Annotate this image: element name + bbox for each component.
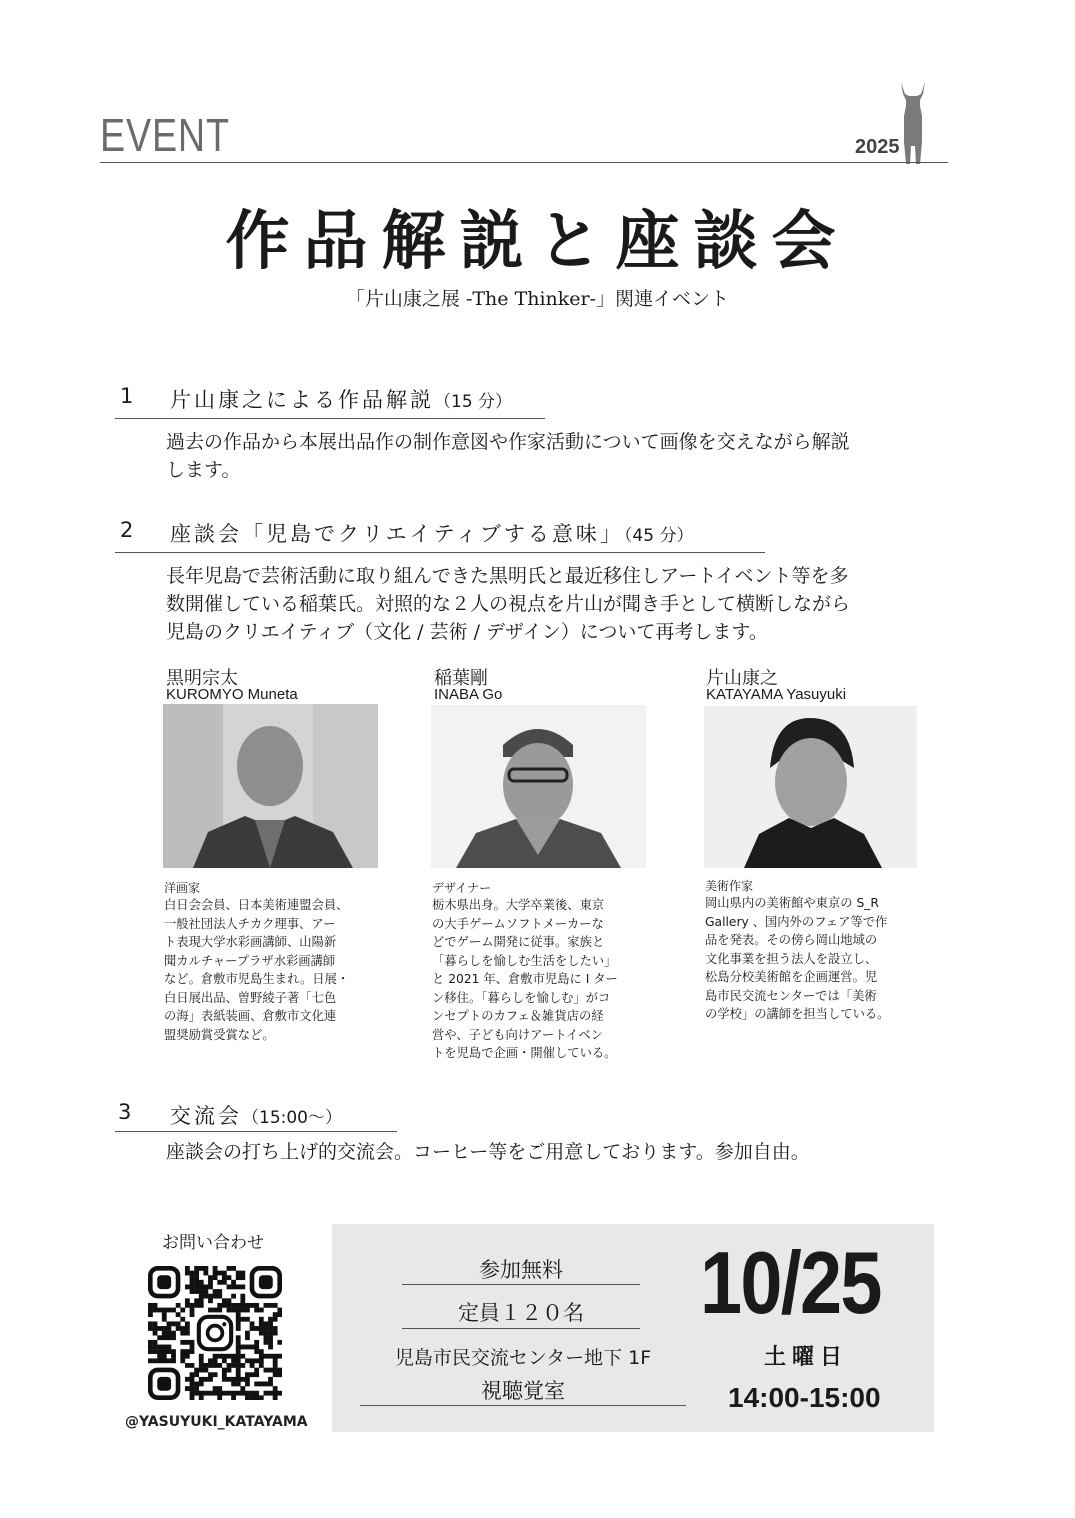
body-line: 数開催している稲葉氏。対照的な２人の視点を片山が聞き手として横断しながら (166, 593, 851, 615)
section-2-number: 2 (120, 518, 134, 542)
instagram-handle[interactable]: @YASUYUKI_KATAYAMA (125, 1414, 308, 1430)
bio-line: など。倉敷市児島生まれ。日展・ (164, 972, 350, 986)
venue-line-2: 視聴覚室 (481, 1379, 565, 1403)
profile-bio (705, 894, 925, 1024)
profile-roman-name: KATAYAMA Yasuyuki (706, 686, 847, 703)
venue-line-1: 児島市民交流センター地下 1F (394, 1347, 652, 1369)
bio-line: 営や、子ども向けアートイベン (432, 1027, 603, 1042)
person-silhouette-icon (163, 704, 378, 868)
section-3-divider (115, 1131, 397, 1132)
section-1-divider (115, 418, 545, 419)
admission-fee: 参加無料 (479, 1258, 563, 1282)
section-3-body (166, 1138, 810, 1166)
profile-name: 片山康之 (706, 668, 778, 689)
body-line: 座談会の打ち上げ的交流会。コーヒー等をご用意しております。参加自由。 (166, 1141, 810, 1163)
bio-line: 白日会会員、日本美術連盟会員、 (164, 898, 349, 912)
info-divider (360, 1405, 686, 1406)
section-1-title: 片山康之による作品解説（15 分） (170, 388, 513, 412)
bio-line: の海」表紙装画、倉敷市文化連 (164, 1009, 337, 1023)
section-1-body (166, 428, 850, 484)
bio-line: どでゲーム開発に従事。家族と (432, 935, 605, 949)
bio-line: 品を発表。その傍ら岡山地域の (705, 933, 878, 947)
info-divider (402, 1328, 640, 1329)
bio-line: と 2021 年、倉敷市児島に I ター (432, 972, 618, 986)
capacity: 定員１２０名 (458, 1301, 584, 1325)
event-time: 14:00-15:00 (728, 1382, 881, 1413)
bio-line: ンセプトのカフェ＆雑貨店の経 (432, 1009, 604, 1023)
bio-line: 岡山県内の美術館や東京の S_R (705, 896, 879, 910)
profile-role: デザイナー (432, 881, 492, 895)
profile-bio (164, 896, 384, 1044)
profile-photo (163, 704, 378, 868)
event-label: EVENT (100, 109, 230, 161)
profile-roman-name: KUROMYO Muneta (166, 686, 298, 703)
header-divider (100, 162, 948, 163)
section-3-number: 3 (118, 1100, 132, 1124)
person-silhouette-icon (431, 705, 646, 868)
bio-line: 一般社団法人チカク理事、アー (164, 916, 336, 931)
info-divider (402, 1284, 640, 1285)
qr-code-icon[interactable] (148, 1266, 282, 1400)
profile-photo (704, 706, 917, 868)
profile-bio (432, 896, 652, 1063)
profile-name: 稲葉剛 (434, 668, 488, 689)
year-label: 2025 (855, 136, 900, 158)
bio-line: Gallery 、国内外のフェア等で作 (705, 914, 888, 929)
section-2-divider (115, 552, 765, 553)
person-silhouette-icon (704, 706, 917, 868)
bio-line: 聞カルチャープラザ水彩画講師 (164, 953, 336, 968)
bio-line: 松島分校美術館を企画運営。児 (705, 970, 878, 984)
body-line: 長年児島で芸術活動に取り組んできた黒明氏と最近移住しアートイベント等を多 (166, 565, 849, 587)
bio-line: 島市民交流センターでは「美術 (705, 988, 877, 1003)
page-title: 作品解説と座談会 (225, 205, 850, 279)
profile-name: 黒明宗太 (166, 668, 238, 689)
profile-photo (431, 705, 646, 868)
contact-label: お問い合わせ (162, 1233, 264, 1253)
bio-line: 文化事業を担う法人を設立し、 (705, 951, 878, 966)
profile-roman-name: INABA Go (434, 686, 503, 703)
section-2-body (166, 562, 850, 646)
section-2-title: 座談会「児島でクリエイティブする意味」（45 分） (170, 522, 694, 546)
profile-role: 美術作家 (705, 879, 754, 893)
event-date: 10/25 (700, 1233, 881, 1332)
event-weekday: 土曜日 (764, 1345, 849, 1370)
bio-line: の学校」の講師を担当している。 (705, 1007, 890, 1021)
bio-line: ト表現大学水彩画講師、山陽新 (164, 935, 337, 949)
deer-silhouette-icon (896, 80, 930, 164)
page-subtitle: 「片山康之展 -The Thinker-」関連イベント (345, 288, 730, 310)
body-line: 児島のクリエイティブ（文化 / 芸術 / デザイン）について再考します。 (166, 621, 768, 643)
bio-line: 盟奨励賞受賞など。 (164, 1027, 275, 1042)
bio-line: 「暮らしを愉しむ生活をしたい」 (432, 953, 617, 968)
profile-role: 洋画家 (164, 881, 201, 895)
bio-line: ン移住。「暮らしを愉しむ」がコ (432, 990, 611, 1005)
body-line: 過去の作品から本展出品作の制作意図や作家活動について画像を交えながら解説 (166, 431, 850, 453)
bio-line: 白日展出品、曽野綾子著「七色 (164, 990, 337, 1005)
section-3-title: 交流会（15:00～） (170, 1104, 342, 1128)
bio-line: 栃木県出身。大学卒業後、東京 (432, 898, 605, 912)
bio-line: の大手ゲームソフトメーカーな (432, 916, 604, 931)
section-1-number: 1 (120, 384, 134, 408)
instagram-icon (199, 1317, 231, 1349)
bio-line: トを児島で企画・開催している。 (432, 1046, 617, 1060)
body-line: します。 (166, 459, 241, 481)
